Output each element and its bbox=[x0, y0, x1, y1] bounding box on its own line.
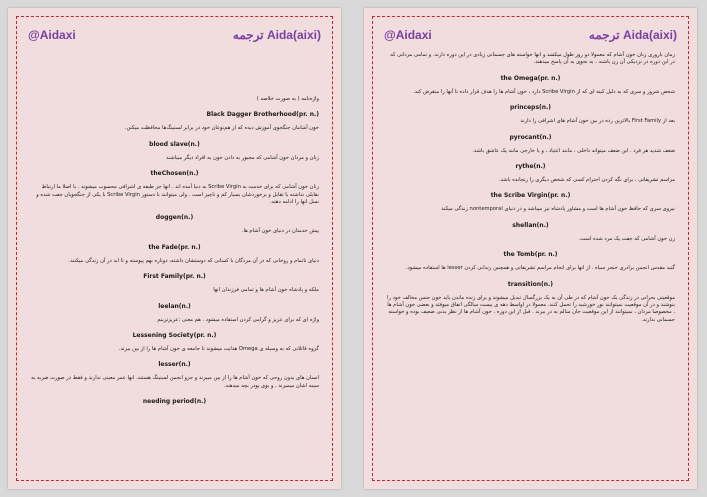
glossary-definition: واژه ای که برای عزیز و گرامی کردن استفاده میشود . هم معنی :عزیزترینم bbox=[157, 316, 319, 323]
page-header bbox=[28, 28, 321, 50]
glossary-intro: واژه‌نامه ( به صورت خلاصه ) bbox=[256, 96, 319, 102]
header-handle: @Aidaxi bbox=[384, 28, 432, 42]
glossary-definition: خون آشامان جنگجوی آموزش دیده که از هم‌نوعان خود در برابر لسنینگ‌ها محافظت میکنن. bbox=[124, 125, 319, 132]
right-page bbox=[364, 8, 697, 489]
glossary-definition: زنان و مردان خون آشامی که مجبور به دادن خون به افراد دیگر میباشند bbox=[166, 154, 319, 161]
glossary-term: the Scribe Virgin(pr. n.) bbox=[490, 192, 571, 200]
glossary-definition: دنیای ناتمام و روحانی که در آن مردگان با کسانی که دوستشان داشته، دوباره بهم پیوسته و تا ابد در آن زندگی میکنند. bbox=[68, 257, 319, 264]
glossary-content bbox=[386, 52, 675, 331]
glossary-term: rythe(n.) bbox=[515, 163, 546, 171]
glossary-definition: نیروی سری که حافظ خون آشام ها است و مشاور پادشاه نیز میباشد و در دنیای nontemporal زندگی میکند bbox=[441, 206, 675, 213]
glossary-definition: ضعف شدید هر فرد . این ضعف میتواند داخلی ، مانند اعتیاد ، و یا خارجی مانند یک عاشق باشد. bbox=[472, 147, 675, 154]
glossary-term: doggen(n.) bbox=[155, 214, 194, 222]
glossary-term: needing period(n.) bbox=[142, 398, 207, 406]
glossary-term: lesser(n.) bbox=[158, 361, 191, 369]
glossary-definition: زمان باروری زنان خون آشام که معمولا دو روز طول میکشد و انها خواسته های جسمانی زیادی در این دوره دارند. و تمامی مردانی که در این دوره در نزدیکی آن زن باشند ، به نحوی به آن پاسخ میدهند. bbox=[390, 52, 675, 66]
header-title: ترجمه Aida(aixi) bbox=[232, 28, 321, 42]
header-handle: @Aidaxi bbox=[28, 28, 76, 42]
glossary-term: First Family(pr. n.) bbox=[143, 273, 206, 281]
glossary-definition: گروه قاتلانی که به وسیله ی Omega هدایت میشوند تا جامعه ی خون آشام ها را از بین ببرند. bbox=[118, 346, 319, 353]
glossary-definition: بعد از First Family بالاترین رده در بین خون آشام های اشرافی را دارند bbox=[520, 118, 675, 125]
header-title: ترجمه Aida(aixi) bbox=[588, 28, 677, 42]
glossary-definition: ملکه و پادشاه خون آشام ها و تمامی فرزندان انها bbox=[213, 287, 319, 294]
glossary-definition: گنبد مقدس انجمن برادری خنجر سیاه . از انها برای انجام مراسم تشریفاتی و همچنین زندانی کردن lesser ها استفاده میشود. bbox=[405, 265, 675, 272]
glossary-term: leelan(n.) bbox=[158, 302, 191, 310]
glossary-term: the Omega(pr. n.) bbox=[500, 74, 561, 82]
glossary-definition: انسان های بدون روحی که خون آشام ها را از بین میبرند و جزو انجمن لسنینگ هستند. انها عمر معینی ندارند و فقط در صورت ضربه به سینه اشان میمیرند . و بوی پودر بچه میدهند. bbox=[31, 375, 319, 389]
glossary-definition: پیش خدمتان در دنیای خون آشام ها. bbox=[241, 228, 319, 235]
glossary-term: the Tomb(pr. n.) bbox=[503, 251, 558, 259]
glossary-term: blood slave(n.) bbox=[149, 140, 200, 148]
glossary-term: the Fade(pr. n.) bbox=[148, 243, 201, 251]
glossary-term: Black Dagger Brotherhood(pr. n.) bbox=[206, 111, 319, 119]
page-header bbox=[384, 28, 677, 50]
glossary-term: pyrocant(n.) bbox=[509, 133, 552, 141]
glossary-definition: زنان خون آشامی که برای خدمت به Scribe Virgin به دنیا آمده اند . انها جز طبقه ی اشرافی محسوب میشوند . با اصلا ما ارتباط نقابلی نداشته با تقابل و برخوردشان بسیار کم و ناچیز است . ولی میتوانند با دستور Scribe Virgin با یکی از جنگجویان جفت شده و نسل انها را ادامه دهند. bbox=[36, 184, 319, 206]
glossary-content bbox=[30, 96, 319, 412]
glossary-term: Lessening Society(pr. n.) bbox=[132, 332, 217, 340]
glossary-definition: موقعیتی بحرانی در زندگی یک خون آشام که در طی آن به یک بزرگسال تبدیل میشوند و برای زنده ماندن باید خون جنس مخالف خود را بنوشند و در آن موقعیت نمیتوانند نور خورشید را تحمل کنند. معمولا در اواسط دهه ی بیست سالگی اتفاق میوفتد و بعضی خون آشام ها ، مخصوصا مردان ، نمیتوانند از این موقعیت جان سالم به در ببرند . قبل از این دوره ، خون آشام ها از نظر بدنی ضعیف بوده و خواسته جسمانی ندارند. bbox=[387, 294, 675, 323]
glossary-definition: زن خون آشامی که جفت یک مرد شده است. bbox=[578, 235, 675, 242]
glossary-definition: مراسم تشریفاتی ، برای نگه کردن احترام کسی که شخص دیگری را رنجانده باشد. bbox=[498, 177, 675, 184]
glossary-term: transition(n.) bbox=[507, 280, 554, 288]
glossary-term: theChosen(n.) bbox=[150, 170, 199, 178]
glossary-term: princeps(n.) bbox=[509, 104, 552, 112]
glossary-definition: شخص شرور و سری که به دلیل کینه ای که از Scribe Virgin دارد ، خون آشام ها را هدف قرار داده تا آنها را منقرض کند. bbox=[412, 88, 675, 95]
glossary-term: shellan(n.) bbox=[512, 221, 549, 229]
left-page bbox=[8, 8, 341, 489]
